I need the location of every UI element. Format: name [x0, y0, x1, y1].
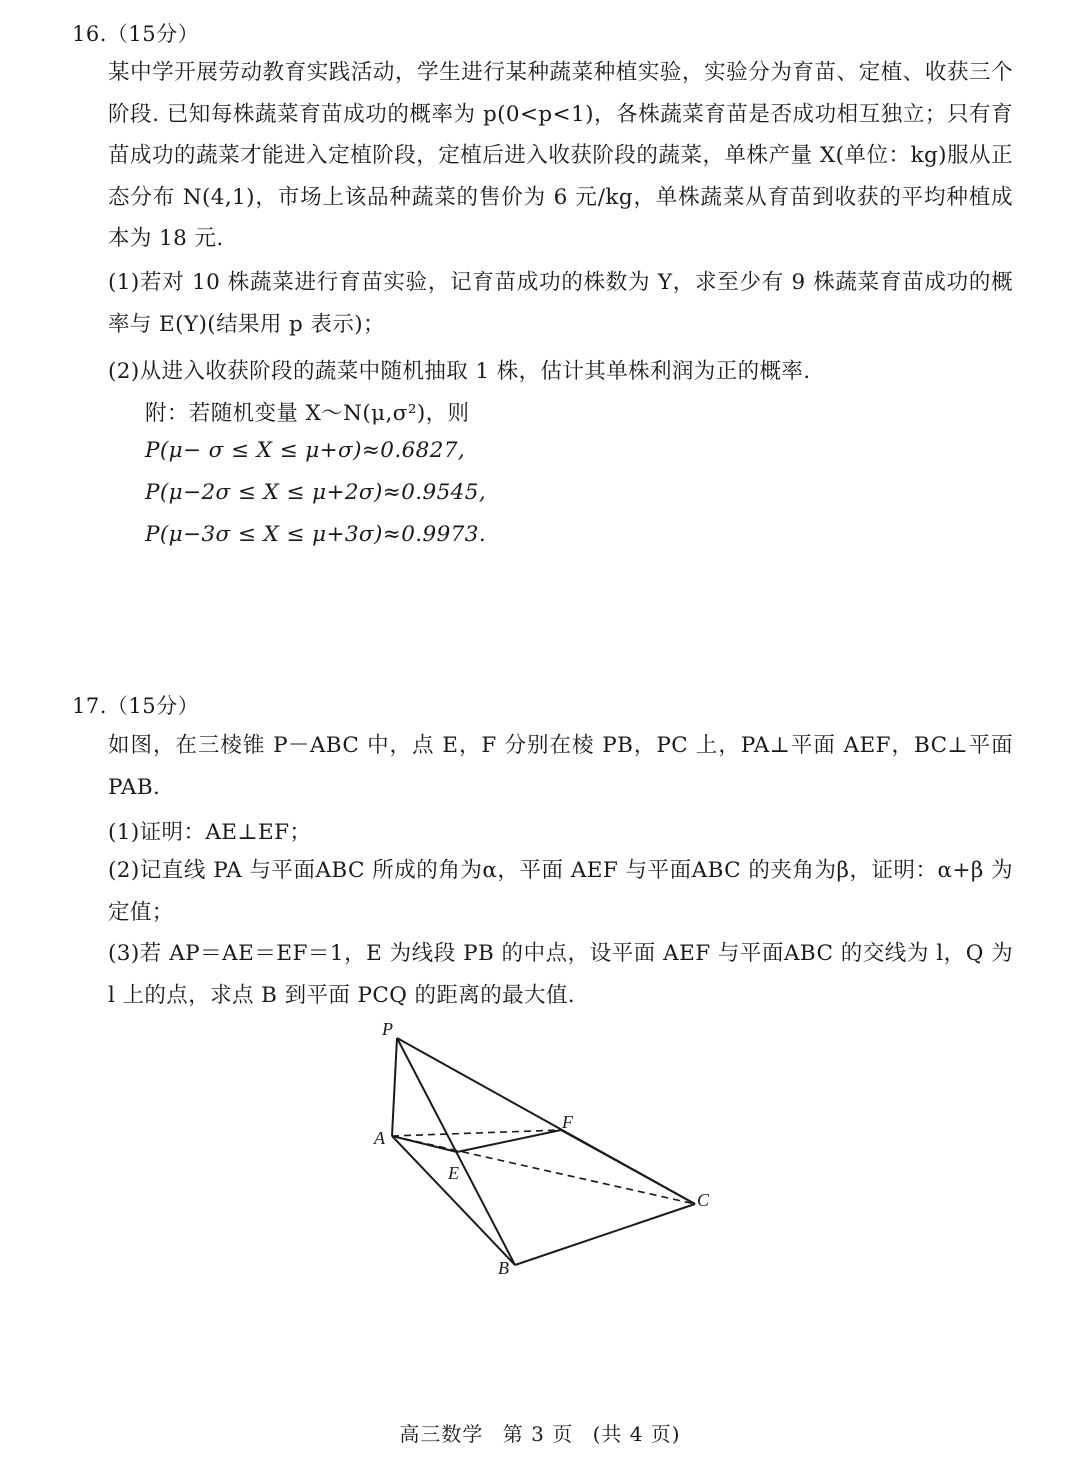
pyramid-figure — [360, 1015, 730, 1285]
q17-header: 17.（15分） — [72, 694, 200, 718]
q16-appendix: 附：若随机变量 X～N(μ,σ²)，则 — [145, 401, 470, 426]
edge-BC — [515, 1204, 695, 1265]
label-F: F — [562, 1112, 573, 1132]
q16-header: 16.（15分） — [72, 22, 200, 46]
q16-formula-3: P(μ−3σ ≤ X ≤ μ+3σ)≈0.9973. — [145, 522, 487, 547]
label-E: E — [448, 1163, 459, 1183]
q16-part2: (2)从进入收获阶段的蔬菜中随机抽取 1 株，估计其单株利润为正的概率. — [108, 359, 811, 384]
q16-part1: (1)若对 10 株蔬菜进行育苗实验，记育苗成功的株数为 Y，求至少有 9 株蔬菜育苗成功的概率与 E(Y)(结果用 p 表示)； — [108, 270, 1013, 337]
footer-subject: 高三数学 — [399, 1422, 484, 1446]
label-C: C — [697, 1190, 710, 1210]
q17-part2: (2)记直线 PA 与平面ABC 所成的角为α，平面 AEF 与平面ABC 的夹角为β，证明：α+β 为定值； — [108, 858, 1013, 925]
edge-AB — [392, 1136, 515, 1265]
edge-PA — [392, 1038, 397, 1136]
q17-part3: (3)若 AP＝AE＝EF＝1，E 为线段 PB 的中点，设平面 AEF 与平面ABC 的交线为 l，Q 为 l 上的点，求点 B 到平面 PCQ 的距离的最大值. — [108, 941, 1013, 1008]
q17-part1: (1)证明：AE⊥EF； — [108, 820, 312, 845]
page-footer — [0, 1418, 1080, 1447]
q16-formula-1: P(μ− σ ≤ X ≤ μ+σ)≈0.6827, — [145, 438, 466, 463]
q17-stem: 如图，在三棱锥 P－ABC 中，点 E，F 分别在棱 PB，PC 上，PA⊥平面 AEF，BC⊥平面 PAB. — [108, 733, 1013, 800]
edge-FC — [561, 1130, 695, 1204]
q16-stem: 某中学开展劳动教育实践活动，学生进行某种蔬菜种植实验，实验分为育苗、定植、收获三个阶段. 已知每株蔬菜育苗成功的概率为 p(0<p<1)，各株蔬菜育苗是否成功相互独立；只有育苗成功的蔬菜才能进入定植阶段，定植后进入收获阶段的蔬菜，单株产量 X(单位：kg)服从正态分布 N(4,1)，市场上该品种蔬菜的售价为 6 元/kg，单株蔬菜从育苗到收获的平均种植成本为 18 元. — [108, 60, 1013, 251]
edge-AE — [392, 1136, 457, 1152]
label-P: P — [382, 1019, 393, 1039]
footer-total: (共 4 页) — [592, 1422, 681, 1446]
edge-EF — [457, 1130, 561, 1152]
label-A: A — [374, 1128, 385, 1148]
q16-formula-2: P(μ−2σ ≤ X ≤ μ+2σ)≈0.9545, — [145, 480, 487, 505]
label-B: B — [498, 1258, 509, 1278]
footer-page: 第 3 页 — [502, 1422, 574, 1446]
